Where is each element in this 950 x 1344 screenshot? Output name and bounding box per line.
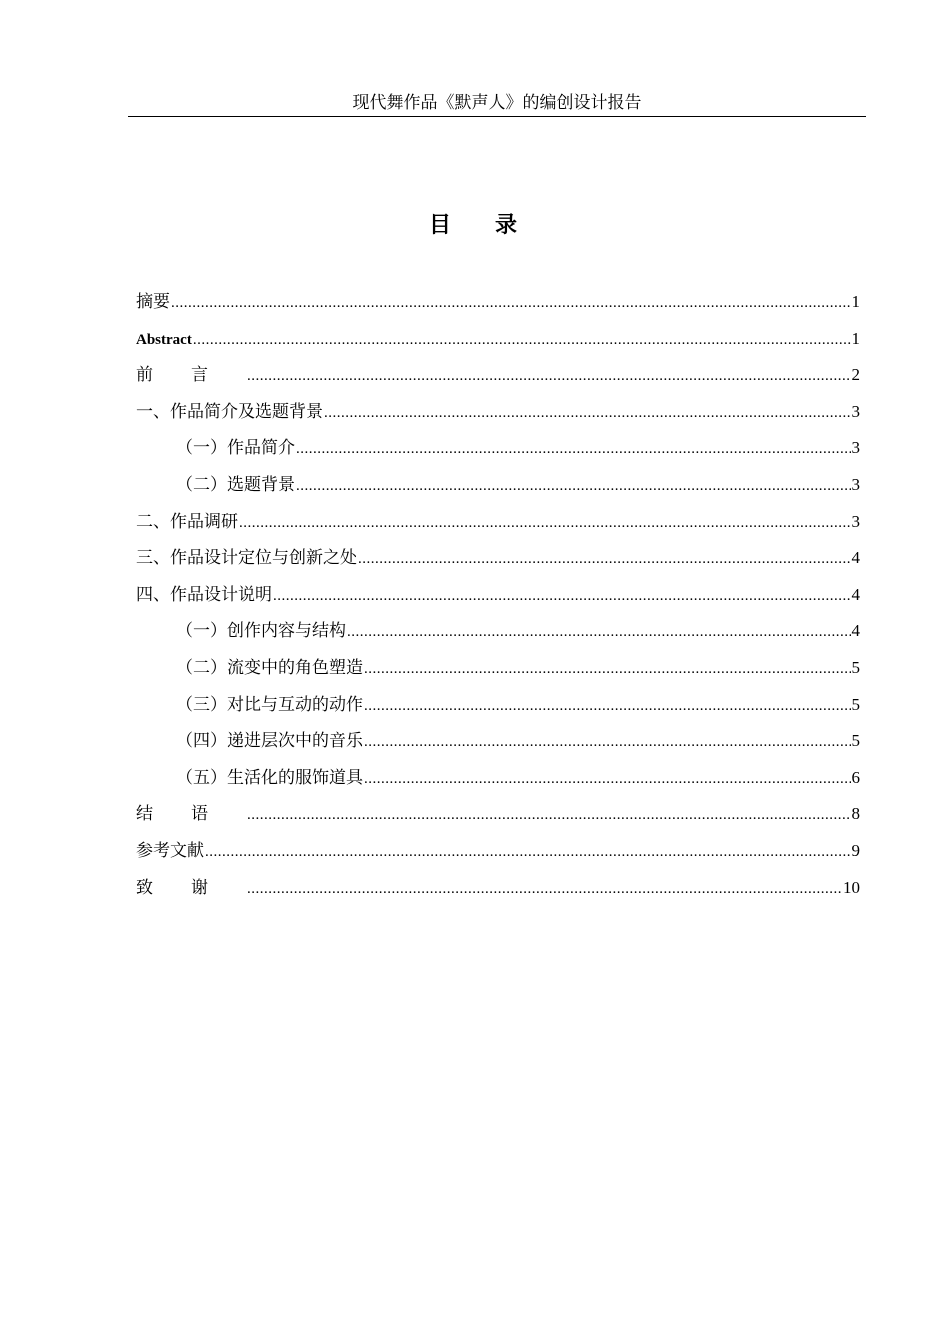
toc-dot-leader <box>247 797 851 833</box>
toc-entry[interactable] <box>136 833 860 870</box>
toc-dot-leader <box>247 358 851 394</box>
toc-entry[interactable] <box>136 540 860 577</box>
toc-entry[interactable] <box>136 613 860 650</box>
toc-entry-label: （三）对比与互动的动作 <box>176 694 363 715</box>
toc-entry-label: 致谢 <box>136 877 246 898</box>
toc-dot-leader <box>296 431 851 467</box>
toc-entry[interactable] <box>136 467 860 504</box>
toc-entry-page-number: 2 <box>851 365 860 385</box>
toc-dot-leader <box>205 834 851 870</box>
toc-dot-leader <box>171 285 851 321</box>
toc-entry-label: Abstract <box>136 331 192 348</box>
toc-entry-label: 前言 <box>136 365 246 386</box>
toc-dot-leader <box>324 395 851 431</box>
toc-entry-label: （五）生活化的服饰道具 <box>176 767 363 788</box>
toc-entry-page-number: 4 <box>851 621 860 641</box>
document-title: 现代舞作品《默声人》的编创设计报告 <box>352 93 642 113</box>
toc-entry-page-number: 4 <box>851 584 860 604</box>
toc-entry-label: 结语 <box>136 804 246 825</box>
toc-dot-leader <box>364 688 851 724</box>
toc-dot-leader <box>364 761 851 797</box>
toc-dot-leader <box>364 651 851 687</box>
toc-heading: 目录 <box>428 212 561 238</box>
toc-entry-page-number: 1 <box>851 292 860 311</box>
toc-dot-leader <box>364 724 851 760</box>
toc-dot-leader <box>247 871 842 907</box>
toc-entry-label: 二、作品调研 <box>136 511 238 532</box>
toc-dot-leader <box>193 322 851 358</box>
toc-entry[interactable] <box>136 577 860 614</box>
toc-entry-page-number: 9 <box>851 840 860 860</box>
toc-entry-page-number: 5 <box>851 731 860 751</box>
page-header <box>128 92 866 117</box>
toc-entry[interactable] <box>136 870 860 907</box>
toc-entry-page-number: 4 <box>851 548 860 568</box>
toc-dot-leader <box>273 578 851 614</box>
toc-entry[interactable] <box>136 650 860 687</box>
toc-entry-label: （一）作品简介 <box>176 438 295 459</box>
toc-entry-page-number: 3 <box>851 401 860 421</box>
toc-entry[interactable] <box>136 321 860 358</box>
toc-entry[interactable] <box>136 760 860 797</box>
toc-entry-label: （二）流变中的角色塑造 <box>176 657 363 678</box>
toc-entry-page-number: 8 <box>851 804 860 824</box>
toc-entry[interactable] <box>136 394 860 431</box>
toc-entry-label: 参考文献 <box>136 840 204 861</box>
toc-dot-leader <box>347 614 851 650</box>
toc-entry-page-number: 6 <box>851 767 860 787</box>
toc-entry[interactable] <box>136 357 860 394</box>
toc-entry[interactable] <box>136 796 860 833</box>
toc-entry-page-number: 3 <box>851 474 860 494</box>
toc-entry-label: （二）选题背景 <box>176 474 295 495</box>
toc-dot-leader <box>296 468 851 504</box>
toc-entry[interactable] <box>136 504 860 541</box>
toc-entry-label: 摘要 <box>136 292 170 312</box>
toc-entry[interactable] <box>136 430 860 467</box>
toc-entry[interactable] <box>136 284 860 321</box>
toc-dot-leader <box>239 505 851 541</box>
table-of-contents <box>136 284 860 906</box>
toc-entry-label: （一）创作内容与结构 <box>176 621 346 642</box>
toc-entry-label: 三、作品设计定位与创新之处 <box>136 548 357 569</box>
toc-entry-page-number: 5 <box>851 657 860 677</box>
toc-entry-page-number: 3 <box>851 511 860 531</box>
toc-entry-page-number: 1 <box>851 328 860 348</box>
toc-entry-label: 一、作品简介及选题背景 <box>136 401 323 422</box>
toc-entry-page-number: 10 <box>843 877 860 897</box>
toc-entry[interactable] <box>136 723 860 760</box>
toc-entry-label: （四）递进层次中的音乐 <box>176 731 363 752</box>
toc-dot-leader <box>358 541 851 577</box>
toc-entry-page-number: 5 <box>851 694 860 714</box>
toc-entry-page-number: 3 <box>851 438 860 458</box>
toc-entry-label: 四、作品设计说明 <box>136 584 272 605</box>
toc-entry[interactable] <box>136 687 860 724</box>
